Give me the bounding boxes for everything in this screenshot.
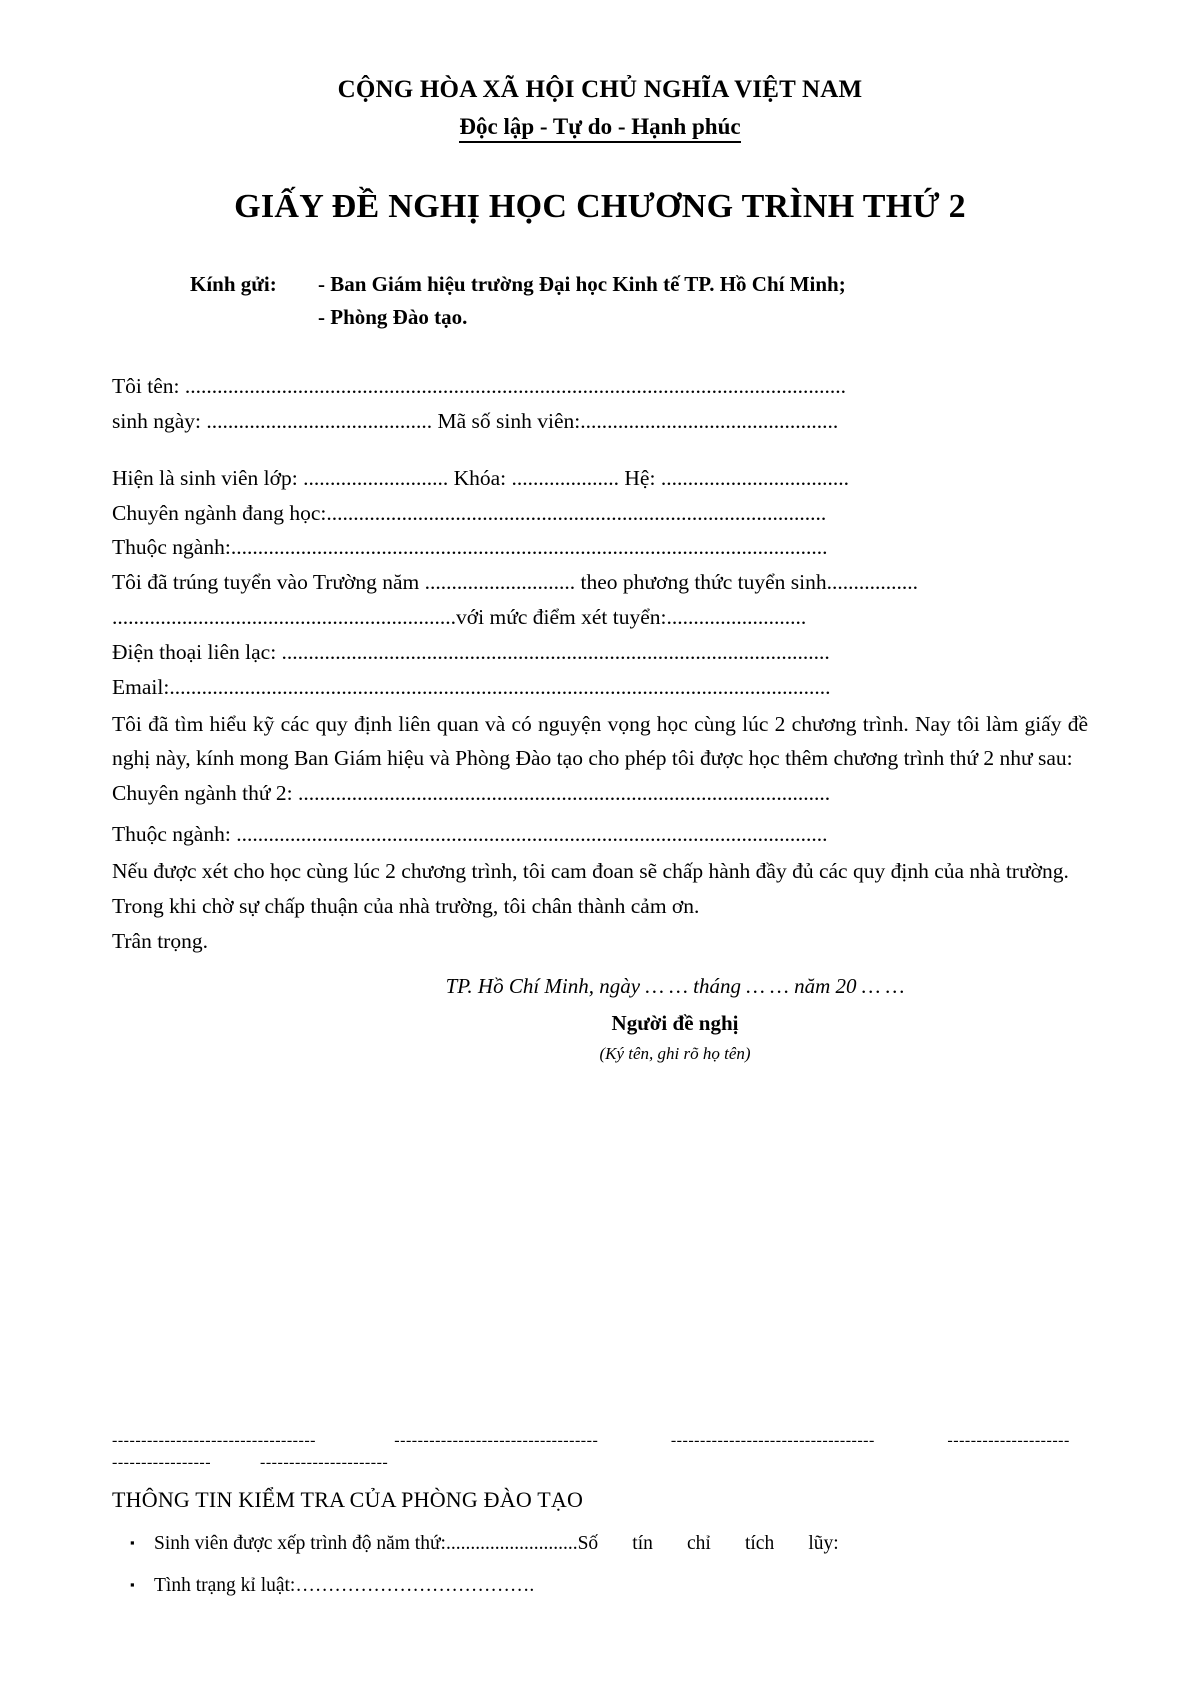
field-admission-line[interactable]: Tôi đã trúng tuyển vào Trường năm ............................ theo phương thức tuyển sinh................. bbox=[112, 570, 918, 595]
place-date-line: TP. Hồ Chí Minh, ngày … … tháng … … năm 20 … … bbox=[445, 974, 905, 999]
dash-segment-5: ----------------- bbox=[112, 1454, 212, 1472]
admin-section-title: THÔNG TIN KIỂM TRA CỦA PHÒNG ĐÀO TẠO bbox=[112, 1486, 584, 1512]
slogan-underline: Độc lập - Tự do - Hạnh phúc bbox=[459, 114, 740, 143]
admin-item-discipline-status[interactable]: Tình trạng kỉ luật:………………………………. bbox=[154, 1574, 535, 1596]
field-email-line[interactable]: Email:........................................................................................................................... bbox=[112, 674, 831, 699]
field-class-course-program-line[interactable]: Hiện là sinh viên lớp: ........................... Khóa: .................... Hệ: ................................... bbox=[112, 465, 849, 490]
dash-segment-1: ----------------------------------- bbox=[112, 1432, 316, 1449]
admin-verification-block bbox=[112, 1432, 1100, 1597]
recipient-block bbox=[112, 268, 1088, 333]
field-second-field-line[interactable]: Thuộc ngành: .............................................................................................................. bbox=[112, 822, 828, 847]
thanks-paragraph: Trong khi chờ sự chấp thuận của nhà trường, tôi chân thành cảm ơn. bbox=[112, 893, 700, 918]
dash-segment-2: ----------------------------------- bbox=[394, 1432, 599, 1449]
field-current-field-line[interactable]: Thuộc ngành:............................................................................................................... bbox=[112, 535, 828, 560]
dashed-separator-row-1 bbox=[112, 1432, 1100, 1450]
national-slogan bbox=[112, 114, 1088, 140]
recipient-label: Kính gửi: bbox=[190, 272, 277, 296]
commitment-paragraph: Nếu được xét cho học cùng lúc 2 chương trình, tôi cam đoan sẽ chấp hành đầy đủ các quy định của nhà trường. bbox=[112, 858, 1069, 883]
dash-segment-4: --------------------- bbox=[947, 1432, 1070, 1449]
recipient-row bbox=[190, 301, 1088, 334]
list-item bbox=[112, 1575, 1100, 1597]
recipient-line-1: - Ban Giám hiệu trường Đại học Kinh tế TP. Hồ Chí Minh; bbox=[318, 272, 846, 296]
page-title: GIẤY ĐỀ NGHỊ HỌC CHƯƠNG TRÌNH THỨ 2 bbox=[234, 188, 966, 225]
admin-item-year-credits[interactable]: Sinh viên được xếp trình độ năm thứ:...........................Số tín chỉ tích lũy: bbox=[154, 1532, 839, 1554]
square-bullet-icon: ▪ bbox=[130, 1576, 135, 1592]
field-admission-score-line[interactable]: ................................................................với mức điểm xét tuyển:.......................... bbox=[112, 605, 807, 630]
field-second-major-line[interactable]: Chuyên ngành thứ 2: ................................................................................................... bbox=[112, 781, 831, 806]
spacer bbox=[112, 439, 1088, 461]
signer-title: Người đề nghị bbox=[611, 1011, 739, 1036]
respect-paragraph: Trân trọng. bbox=[112, 928, 208, 953]
form-body bbox=[112, 369, 1088, 958]
recipient-row bbox=[190, 268, 1088, 301]
square-bullet-icon: ▪ bbox=[130, 1534, 135, 1550]
signer-note: (Ký tên, ghi rõ họ tên) bbox=[599, 1044, 751, 1064]
recipient-line-2: - Phòng Đào tạo. bbox=[318, 304, 468, 329]
dash-segment-6: ---------------------- bbox=[260, 1454, 389, 1472]
dashed-separator-row-2 bbox=[112, 1454, 1100, 1472]
national-heading: CỘNG HÒA XÃ HỘI CHỦ NGHĨA VIỆT NAM bbox=[337, 76, 863, 103]
list-item bbox=[112, 1533, 1100, 1555]
statement-paragraph: Tôi đã tìm hiểu kỹ các quy định liên quan và có nguyện vọng học cùng lúc 2 chương trình. Nay tôi làm giấy đề nghị này, kính mong Ban Giám hiệu và Phòng Đào tạo cho phép tôi được học thêm chương trình thứ 2 như sau: bbox=[112, 711, 1088, 771]
dash-segment-3: ----------------------------------- bbox=[670, 1432, 875, 1449]
field-name-line[interactable]: Tôi tên: ........................................................................................................................... bbox=[112, 374, 846, 399]
field-phone-line[interactable]: Điện thoại liên lạc: ...................................................................................................... bbox=[112, 639, 830, 664]
field-current-major-line[interactable]: Chuyên ngành đang học:............................................................................................. bbox=[112, 500, 827, 525]
field-birth-studentid-line[interactable]: sinh ngày: .......................................... Mã số sinh viên:................................................ bbox=[112, 408, 839, 433]
